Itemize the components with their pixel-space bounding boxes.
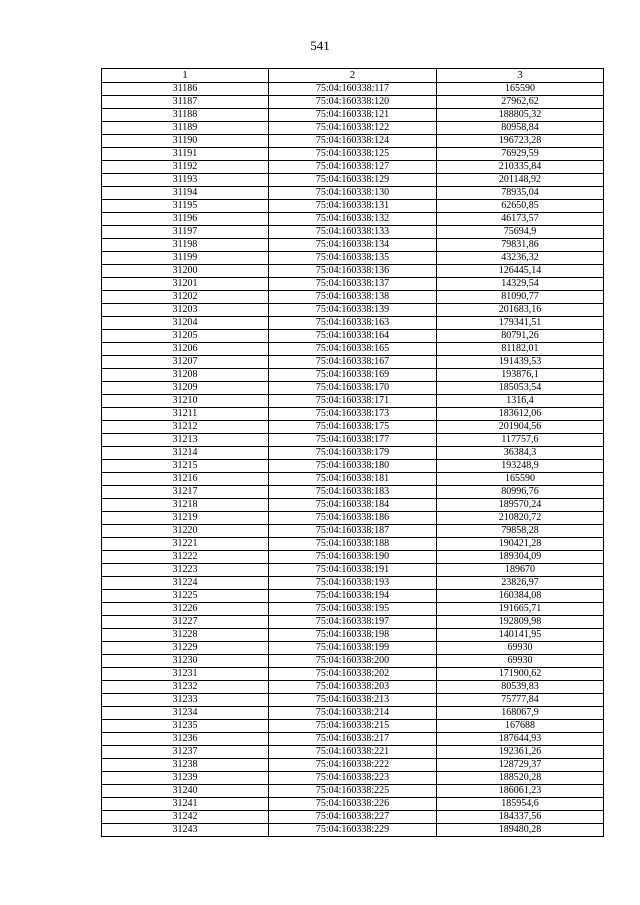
table-row bbox=[102, 291, 604, 304]
row-number-cell: 31237 bbox=[102, 746, 269, 759]
table-row bbox=[102, 252, 604, 265]
table-row bbox=[102, 668, 604, 681]
row-number-cell: 31193 bbox=[102, 174, 269, 187]
cadastral-number-cell: 75:04:160338:181 bbox=[269, 473, 437, 486]
cadastral-number-cell: 75:04:160338:191 bbox=[269, 564, 437, 577]
value-cell: 201148,92 bbox=[437, 174, 604, 187]
value-cell: 126445,14 bbox=[437, 265, 604, 278]
value-cell: 189670 bbox=[437, 564, 604, 577]
table-row bbox=[102, 759, 604, 772]
cadastral-number-cell: 75:04:160338:133 bbox=[269, 226, 437, 239]
row-number-cell: 31219 bbox=[102, 512, 269, 525]
cadastral-number-cell: 75:04:160338:198 bbox=[269, 629, 437, 642]
table-row bbox=[102, 746, 604, 759]
value-cell: 179341,51 bbox=[437, 317, 604, 330]
value-cell: 46173,57 bbox=[437, 213, 604, 226]
row-number-cell: 31186 bbox=[102, 83, 269, 96]
cadastral-number-cell: 75:04:160338:131 bbox=[269, 200, 437, 213]
row-number-cell: 31194 bbox=[102, 187, 269, 200]
value-cell: 193248,9 bbox=[437, 460, 604, 473]
row-number-cell: 31209 bbox=[102, 382, 269, 395]
page-number: 541 bbox=[310, 38, 330, 53]
value-cell: 128729,37 bbox=[437, 759, 604, 772]
table-row bbox=[102, 421, 604, 434]
value-cell: 185053,54 bbox=[437, 382, 604, 395]
table-row bbox=[102, 382, 604, 395]
value-cell: 192809,98 bbox=[437, 616, 604, 629]
table-row bbox=[102, 525, 604, 538]
row-number-cell: 31227 bbox=[102, 616, 269, 629]
cadastral-number-cell: 75:04:160338:137 bbox=[269, 278, 437, 291]
column-header-3: 3 bbox=[437, 69, 604, 83]
table-row bbox=[102, 343, 604, 356]
table-row bbox=[102, 551, 604, 564]
row-number-cell: 31229 bbox=[102, 642, 269, 655]
value-cell: 189304,09 bbox=[437, 551, 604, 564]
value-cell: 165590 bbox=[437, 473, 604, 486]
table-row bbox=[102, 278, 604, 291]
value-cell: 186061,23 bbox=[437, 785, 604, 798]
cadastral-number-cell: 75:04:160338:188 bbox=[269, 538, 437, 551]
cadastral-number-cell: 75:04:160338:117 bbox=[269, 83, 437, 96]
value-cell: 187644,93 bbox=[437, 733, 604, 746]
table-row bbox=[102, 694, 604, 707]
row-number-cell: 31208 bbox=[102, 369, 269, 382]
value-cell: 168067,9 bbox=[437, 707, 604, 720]
row-number-cell: 31202 bbox=[102, 291, 269, 304]
row-number-cell: 31225 bbox=[102, 590, 269, 603]
row-number-cell: 31232 bbox=[102, 681, 269, 694]
value-cell: 193876,1 bbox=[437, 369, 604, 382]
table-row bbox=[102, 161, 604, 174]
table-row bbox=[102, 772, 604, 785]
value-cell: 69930 bbox=[437, 642, 604, 655]
row-number-cell: 31197 bbox=[102, 226, 269, 239]
cadastral-number-cell: 75:04:160338:195 bbox=[269, 603, 437, 616]
table-row bbox=[102, 785, 604, 798]
table-row bbox=[102, 122, 604, 135]
row-number-cell: 31242 bbox=[102, 811, 269, 824]
table-row bbox=[102, 96, 604, 109]
value-cell: 160384,08 bbox=[437, 590, 604, 603]
cadastral-number-cell: 75:04:160338:222 bbox=[269, 759, 437, 772]
table-row bbox=[102, 538, 604, 551]
table-row bbox=[102, 83, 604, 96]
row-number-cell: 31187 bbox=[102, 96, 269, 109]
value-cell: 192361,26 bbox=[437, 746, 604, 759]
value-cell: 191439,53 bbox=[437, 356, 604, 369]
row-number-cell: 31211 bbox=[102, 408, 269, 421]
row-number-cell: 31198 bbox=[102, 239, 269, 252]
cadastral-number-cell: 75:04:160338:203 bbox=[269, 681, 437, 694]
row-number-cell: 31214 bbox=[102, 447, 269, 460]
cadastral-number-cell: 75:04:160338:183 bbox=[269, 486, 437, 499]
table-row bbox=[102, 590, 604, 603]
table-row bbox=[102, 447, 604, 460]
table-row bbox=[102, 317, 604, 330]
row-number-cell: 31188 bbox=[102, 109, 269, 122]
row-number-cell: 31199 bbox=[102, 252, 269, 265]
table-row bbox=[102, 265, 604, 278]
cadastral-number-cell: 75:04:160338:190 bbox=[269, 551, 437, 564]
table-row bbox=[102, 720, 604, 733]
row-number-cell: 31212 bbox=[102, 421, 269, 434]
table-row bbox=[102, 148, 604, 161]
cadastral-number-cell: 75:04:160338:164 bbox=[269, 330, 437, 343]
value-cell: 27962,62 bbox=[437, 96, 604, 109]
table-row bbox=[102, 226, 604, 239]
cadastral-number-cell: 75:04:160338:179 bbox=[269, 447, 437, 460]
row-number-cell: 31190 bbox=[102, 135, 269, 148]
row-number-cell: 31217 bbox=[102, 486, 269, 499]
value-cell: 75694,9 bbox=[437, 226, 604, 239]
table-row bbox=[102, 824, 604, 837]
row-number-cell: 31201 bbox=[102, 278, 269, 291]
row-number-cell: 31213 bbox=[102, 434, 269, 447]
row-number-cell: 31223 bbox=[102, 564, 269, 577]
value-cell: 189480,28 bbox=[437, 824, 604, 837]
table-body bbox=[102, 83, 604, 837]
header-row bbox=[102, 69, 604, 83]
row-number-cell: 31224 bbox=[102, 577, 269, 590]
value-cell: 62650,85 bbox=[437, 200, 604, 213]
table-row bbox=[102, 642, 604, 655]
table-row bbox=[102, 707, 604, 720]
row-number-cell: 31216 bbox=[102, 473, 269, 486]
value-cell: 76929,59 bbox=[437, 148, 604, 161]
row-number-cell: 31206 bbox=[102, 343, 269, 356]
registry-table bbox=[101, 68, 604, 837]
table-row bbox=[102, 564, 604, 577]
row-number-cell: 31210 bbox=[102, 395, 269, 408]
cadastral-number-cell: 75:04:160338:225 bbox=[269, 785, 437, 798]
table-row bbox=[102, 408, 604, 421]
cadastral-number-cell: 75:04:160338:136 bbox=[269, 265, 437, 278]
row-number-cell: 31200 bbox=[102, 265, 269, 278]
cadastral-number-cell: 75:04:160338:175 bbox=[269, 421, 437, 434]
value-cell: 201904,56 bbox=[437, 421, 604, 434]
table-row bbox=[102, 330, 604, 343]
table-row bbox=[102, 577, 604, 590]
cadastral-number-cell: 75:04:160338:187 bbox=[269, 525, 437, 538]
cadastral-number-cell: 75:04:160338:125 bbox=[269, 148, 437, 161]
cadastral-number-cell: 75:04:160338:229 bbox=[269, 824, 437, 837]
value-cell: 1316,4 bbox=[437, 395, 604, 408]
column-header-2: 2 bbox=[269, 69, 437, 83]
cadastral-number-cell: 75:04:160338:132 bbox=[269, 213, 437, 226]
cadastral-number-cell: 75:04:160338:194 bbox=[269, 590, 437, 603]
table-row bbox=[102, 512, 604, 525]
row-number-cell: 31241 bbox=[102, 798, 269, 811]
cadastral-number-cell: 75:04:160338:199 bbox=[269, 642, 437, 655]
table-header bbox=[102, 69, 604, 83]
value-cell: 23826,97 bbox=[437, 577, 604, 590]
value-cell: 188520,28 bbox=[437, 772, 604, 785]
table-row bbox=[102, 304, 604, 317]
cadastral-number-cell: 75:04:160338:121 bbox=[269, 109, 437, 122]
cadastral-number-cell: 75:04:160338:215 bbox=[269, 720, 437, 733]
row-number-cell: 31233 bbox=[102, 694, 269, 707]
table-row bbox=[102, 356, 604, 369]
cadastral-number-cell: 75:04:160338:214 bbox=[269, 707, 437, 720]
value-cell: 140141,95 bbox=[437, 629, 604, 642]
value-cell: 165590 bbox=[437, 83, 604, 96]
value-cell: 81090,77 bbox=[437, 291, 604, 304]
row-number-cell: 31205 bbox=[102, 330, 269, 343]
row-number-cell: 31203 bbox=[102, 304, 269, 317]
value-cell: 81182,01 bbox=[437, 343, 604, 356]
table-row bbox=[102, 460, 604, 473]
row-number-cell: 31226 bbox=[102, 603, 269, 616]
row-number-cell: 31221 bbox=[102, 538, 269, 551]
cadastral-number-cell: 75:04:160338:122 bbox=[269, 122, 437, 135]
value-cell: 183612,06 bbox=[437, 408, 604, 421]
row-number-cell: 31231 bbox=[102, 668, 269, 681]
value-cell: 80791,26 bbox=[437, 330, 604, 343]
cadastral-number-cell: 75:04:160338:171 bbox=[269, 395, 437, 408]
table-row bbox=[102, 395, 604, 408]
cadastral-number-cell: 75:04:160338:129 bbox=[269, 174, 437, 187]
row-number-cell: 31230 bbox=[102, 655, 269, 668]
table-row bbox=[102, 499, 604, 512]
value-cell: 117757,6 bbox=[437, 434, 604, 447]
cadastral-number-cell: 75:04:160338:120 bbox=[269, 96, 437, 109]
cadastral-number-cell: 75:04:160338:177 bbox=[269, 434, 437, 447]
row-number-cell: 31189 bbox=[102, 122, 269, 135]
value-cell: 80958,84 bbox=[437, 122, 604, 135]
table-row bbox=[102, 681, 604, 694]
cadastral-number-cell: 75:04:160338:173 bbox=[269, 408, 437, 421]
row-number-cell: 31215 bbox=[102, 460, 269, 473]
table-row bbox=[102, 486, 604, 499]
value-cell: 79831,86 bbox=[437, 239, 604, 252]
cadastral-number-cell: 75:04:160338:213 bbox=[269, 694, 437, 707]
cadastral-number-cell: 75:04:160338:134 bbox=[269, 239, 437, 252]
row-number-cell: 31191 bbox=[102, 148, 269, 161]
row-number-cell: 31240 bbox=[102, 785, 269, 798]
cadastral-number-cell: 75:04:160338:169 bbox=[269, 369, 437, 382]
cadastral-number-cell: 75:04:160338:184 bbox=[269, 499, 437, 512]
row-number-cell: 31207 bbox=[102, 356, 269, 369]
value-cell: 171900,62 bbox=[437, 668, 604, 681]
row-number-cell: 31218 bbox=[102, 499, 269, 512]
value-cell: 185954,6 bbox=[437, 798, 604, 811]
row-number-cell: 31235 bbox=[102, 720, 269, 733]
row-number-cell: 31192 bbox=[102, 161, 269, 174]
value-cell: 196723,28 bbox=[437, 135, 604, 148]
value-cell: 36384,3 bbox=[437, 447, 604, 460]
value-cell: 201683,16 bbox=[437, 304, 604, 317]
value-cell: 69930 bbox=[437, 655, 604, 668]
value-cell: 14329,54 bbox=[437, 278, 604, 291]
cadastral-number-cell: 75:04:160338:227 bbox=[269, 811, 437, 824]
value-cell: 184337,56 bbox=[437, 811, 604, 824]
table-row bbox=[102, 629, 604, 642]
cadastral-number-cell: 75:04:160338:193 bbox=[269, 577, 437, 590]
cadastral-number-cell: 75:04:160338:197 bbox=[269, 616, 437, 629]
row-number-cell: 31236 bbox=[102, 733, 269, 746]
cadastral-number-cell: 75:04:160338:221 bbox=[269, 746, 437, 759]
table-row bbox=[102, 798, 604, 811]
cadastral-number-cell: 75:04:160338:139 bbox=[269, 304, 437, 317]
row-number-cell: 31222 bbox=[102, 551, 269, 564]
cadastral-number-cell: 75:04:160338:124 bbox=[269, 135, 437, 148]
cadastral-number-cell: 75:04:160338:226 bbox=[269, 798, 437, 811]
value-cell: 191665,71 bbox=[437, 603, 604, 616]
row-number-cell: 31243 bbox=[102, 824, 269, 837]
cadastral-number-cell: 75:04:160338:135 bbox=[269, 252, 437, 265]
table-row bbox=[102, 473, 604, 486]
value-cell: 43236,32 bbox=[437, 252, 604, 265]
table-row bbox=[102, 369, 604, 382]
value-cell: 210335,84 bbox=[437, 161, 604, 174]
cadastral-number-cell: 75:04:160338:127 bbox=[269, 161, 437, 174]
cadastral-number-cell: 75:04:160338:167 bbox=[269, 356, 437, 369]
value-cell: 167688 bbox=[437, 720, 604, 733]
cadastral-number-cell: 75:04:160338:200 bbox=[269, 655, 437, 668]
value-cell: 75777,84 bbox=[437, 694, 604, 707]
cadastral-number-cell: 75:04:160338:163 bbox=[269, 317, 437, 330]
table-row bbox=[102, 616, 604, 629]
value-cell: 189570,24 bbox=[437, 499, 604, 512]
table-row bbox=[102, 200, 604, 213]
column-header-1: 1 bbox=[102, 69, 269, 83]
value-cell: 78935,04 bbox=[437, 187, 604, 200]
table-row bbox=[102, 733, 604, 746]
value-cell: 210820,72 bbox=[437, 512, 604, 525]
cadastral-number-cell: 75:04:160338:130 bbox=[269, 187, 437, 200]
cadastral-number-cell: 75:04:160338:217 bbox=[269, 733, 437, 746]
table-row bbox=[102, 109, 604, 122]
row-number-cell: 31228 bbox=[102, 629, 269, 642]
row-number-cell: 31204 bbox=[102, 317, 269, 330]
cadastral-number-cell: 75:04:160338:165 bbox=[269, 343, 437, 356]
table-row bbox=[102, 174, 604, 187]
value-cell: 190421,28 bbox=[437, 538, 604, 551]
value-cell: 188805,32 bbox=[437, 109, 604, 122]
cadastral-number-cell: 75:04:160338:138 bbox=[269, 291, 437, 304]
cadastral-number-cell: 75:04:160338:170 bbox=[269, 382, 437, 395]
table-row bbox=[102, 213, 604, 226]
table-row bbox=[102, 603, 604, 616]
row-number-cell: 31220 bbox=[102, 525, 269, 538]
cadastral-number-cell: 75:04:160338:180 bbox=[269, 460, 437, 473]
row-number-cell: 31234 bbox=[102, 707, 269, 720]
cadastral-number-cell: 75:04:160338:202 bbox=[269, 668, 437, 681]
value-cell: 80996,76 bbox=[437, 486, 604, 499]
table-row bbox=[102, 239, 604, 252]
table-row bbox=[102, 434, 604, 447]
table-row bbox=[102, 187, 604, 200]
row-number-cell: 31196 bbox=[102, 213, 269, 226]
table-row bbox=[102, 655, 604, 668]
table-row bbox=[102, 135, 604, 148]
row-number-cell: 31195 bbox=[102, 200, 269, 213]
row-number-cell: 31238 bbox=[102, 759, 269, 772]
cadastral-number-cell: 75:04:160338:186 bbox=[269, 512, 437, 525]
row-number-cell: 31239 bbox=[102, 772, 269, 785]
value-cell: 79858,28 bbox=[437, 525, 604, 538]
cadastral-number-cell: 75:04:160338:223 bbox=[269, 772, 437, 785]
value-cell: 80539,83 bbox=[437, 681, 604, 694]
table-row bbox=[102, 811, 604, 824]
